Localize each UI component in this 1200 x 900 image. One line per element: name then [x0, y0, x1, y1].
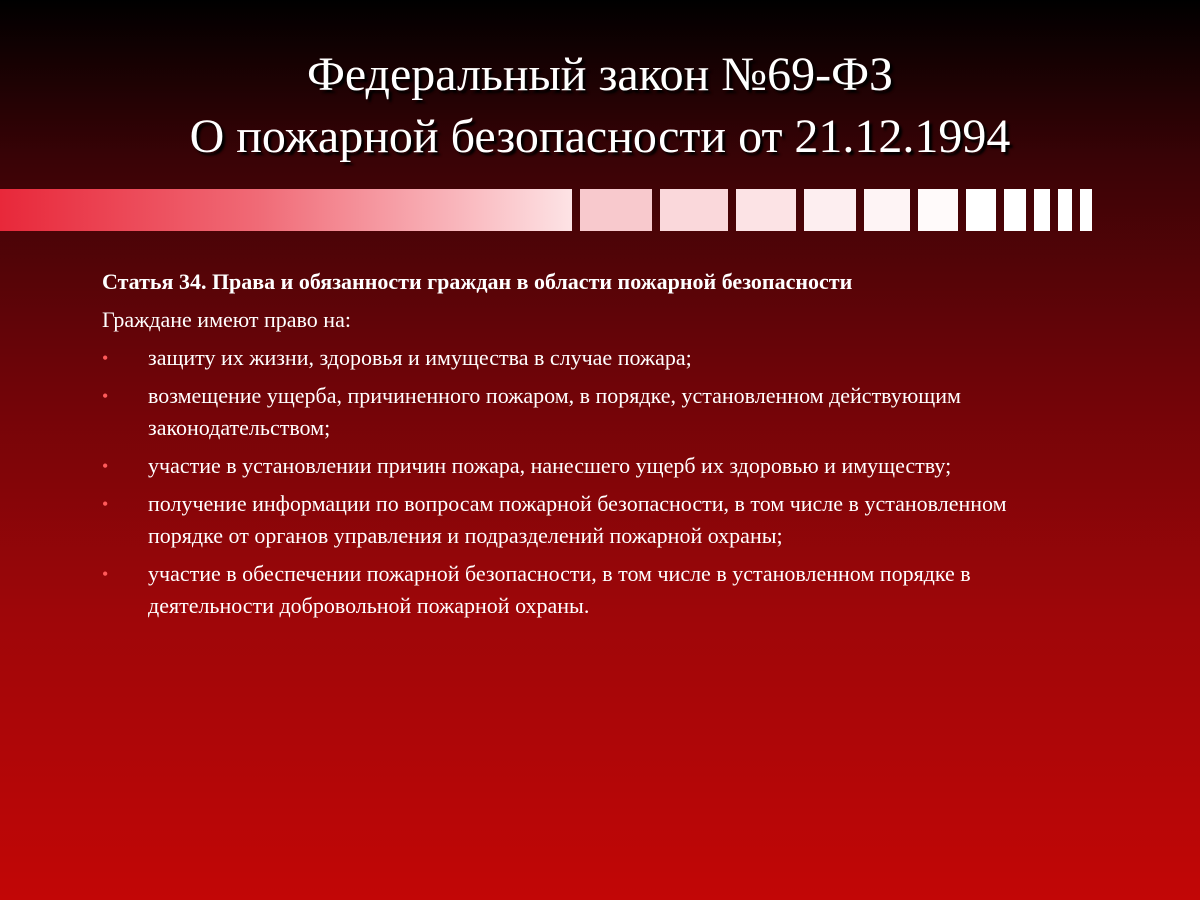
bullet-icon: • — [102, 564, 109, 584]
article-heading: Статья 34. Права и обязанности граждан в области пожарной безопасности — [102, 269, 853, 294]
bullet-icon: • — [102, 348, 109, 368]
slide-title — [0, 44, 1200, 168]
decorative-block — [966, 189, 996, 231]
decorative-block — [918, 189, 958, 231]
decorative-bar — [0, 189, 1200, 231]
list-item-text: возмещение ущерба, причиненного пожаром, в порядке, установленном действующим законодательством; — [148, 383, 961, 440]
list-item-text: участие в установлении причин пожара, нанесшего ущерб их здоровью и имуществу; — [148, 453, 952, 478]
list-item-text: участие в обеспечении пожарной безопасности, в том числе в установленном порядке в деятельности добровольной пожарной охраны. — [148, 561, 971, 618]
decorative-block — [1004, 189, 1026, 231]
list-item — [102, 450, 1062, 482]
slide-body — [102, 266, 1062, 628]
list-item — [102, 488, 1062, 552]
decorative-gradient-strip — [0, 189, 572, 231]
decorative-block — [804, 189, 856, 231]
title-line-1: Федеральный закон №69-ФЗ — [306, 48, 894, 101]
list-item-text: защиту их жизни, здоровья и имущества в случае пожара; — [148, 345, 692, 370]
bullet-icon: • — [102, 456, 109, 476]
list-item-text: получение информации по вопросам пожарной безопасности, в том числе в установленном порядке от органов управления и подразделений пожарной охраны; — [148, 491, 1007, 548]
decorative-block — [864, 189, 910, 231]
list-item — [102, 380, 1062, 444]
list-item — [102, 342, 1062, 374]
decorative-block — [1080, 189, 1092, 231]
article-intro: Граждане имеют право на: — [102, 307, 351, 332]
decorative-block — [736, 189, 796, 231]
bullet-icon: • — [102, 386, 109, 406]
bullet-icon: • — [102, 494, 109, 514]
decorative-block — [1058, 189, 1072, 231]
decorative-block — [660, 189, 728, 231]
list-item — [102, 558, 1062, 622]
rights-list — [102, 342, 1062, 622]
title-line-2: О пожарной безопасности от 21.12.1994 — [189, 110, 1011, 163]
decorative-block — [1034, 189, 1050, 231]
decorative-block — [580, 189, 652, 231]
